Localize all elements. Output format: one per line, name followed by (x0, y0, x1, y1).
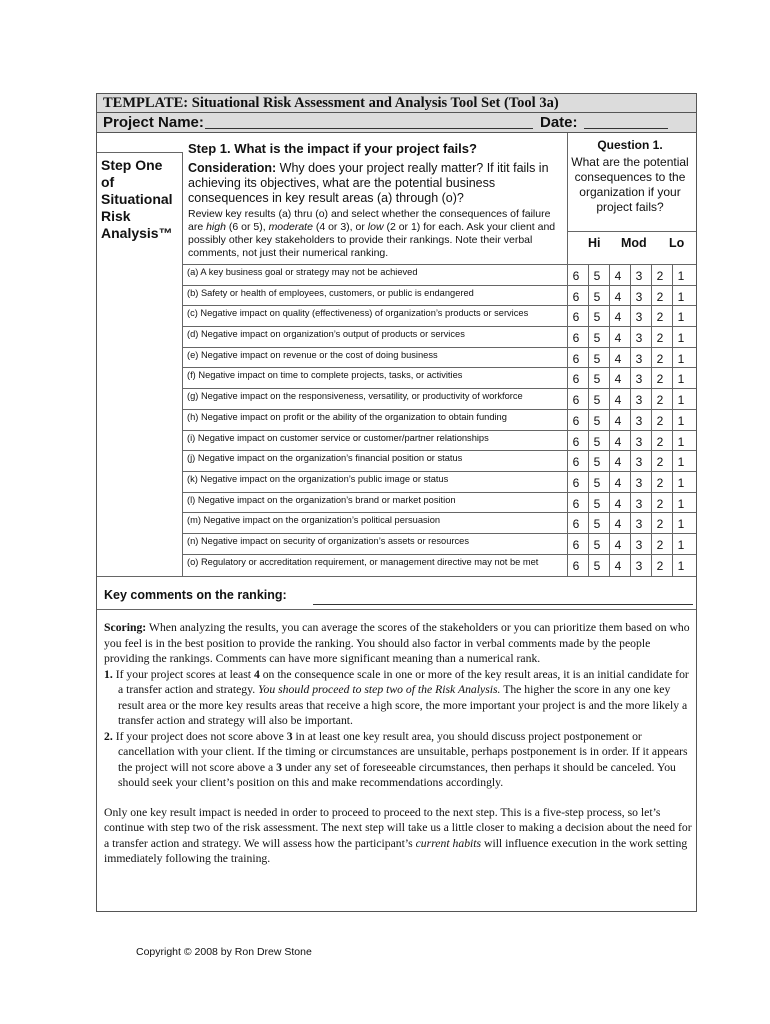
score-option-6[interactable]: 6 (572, 517, 580, 532)
score-option-1[interactable]: 1 (677, 517, 685, 532)
key-result-label: (j) Negative impact on the organization’s financial position or status (187, 453, 463, 464)
score-option-6[interactable]: 6 (572, 269, 580, 283)
key-result-label: (m) Negative impact on the organization’s political persuasion (187, 515, 441, 526)
score-option-2[interactable]: 2 (656, 434, 664, 449)
score-option-5[interactable]: 5 (593, 475, 601, 490)
mod-header: Mod (621, 236, 647, 250)
score-option-3[interactable]: 3 (635, 537, 643, 552)
key-result-label: (c) Negative impact on quality (effectiveness) of organization’s products or services (187, 308, 529, 319)
project-name-field[interactable] (205, 113, 533, 129)
closing-text: will influence execution in the work setting immediately following the training. (104, 836, 688, 865)
point-italic: You should proceed to step two of the Risk Analysis. (258, 683, 501, 696)
score-option-4[interactable]: 4 (614, 372, 622, 387)
score-option-4[interactable]: 4 (614, 496, 622, 511)
grid-line (97, 609, 696, 610)
score-option-4[interactable]: 4 (614, 434, 622, 449)
score-option-4[interactable]: 4 (614, 310, 622, 325)
score-option-6[interactable]: 6 (572, 455, 580, 470)
point-bold: 3 (286, 729, 293, 743)
key-result-row (183, 533, 696, 554)
scoring-label: Scoring: (104, 621, 147, 634)
key-result-row (183, 367, 696, 388)
score-option-4[interactable]: 4 (614, 351, 622, 366)
review-moderate: moderate (268, 221, 313, 233)
key-result-row (183, 492, 696, 513)
score-option-3[interactable]: 3 (635, 558, 643, 573)
score-option-6[interactable]: 6 (572, 558, 580, 573)
score-option-5[interactable]: 5 (593, 393, 601, 408)
score-option-1[interactable]: 1 (677, 372, 685, 387)
score-option-2[interactable]: 2 (656, 455, 664, 470)
point-bold: 3 (276, 760, 282, 774)
row-divider (183, 512, 696, 513)
score-option-3[interactable]: 3 (635, 331, 643, 346)
score-option-1[interactable]: 1 (677, 413, 685, 428)
point-bold: 4 (253, 667, 260, 681)
review-part: (4 or 3), or (312, 221, 368, 233)
point-number: 2. (104, 729, 113, 743)
key-result-label: (h) Negative impact on profit or the ability of the organization to obtain funding (187, 411, 507, 422)
score-option-1[interactable]: 1 (677, 558, 685, 573)
score-option-4[interactable]: 4 (614, 558, 622, 573)
grid-line (97, 152, 183, 153)
score-option-3[interactable]: 3 (635, 351, 643, 366)
score-option-3[interactable]: 3 (635, 475, 643, 490)
key-result-row (183, 554, 696, 575)
key-result-label: (o) Regulatory or accreditation requirement, or management directive may not be met (187, 556, 539, 567)
point-text: If your project scores at least (112, 667, 254, 681)
closing-italic: current habits (415, 836, 482, 850)
score-option-5[interactable]: 5 (593, 558, 601, 573)
score-option-1[interactable]: 1 (677, 475, 685, 490)
score-option-3[interactable]: 3 (635, 434, 643, 449)
score-option-2[interactable]: 2 (656, 331, 664, 346)
key-result-label: (i) Negative impact on customer service or customer/partner relationships (187, 432, 489, 443)
key-comments-label: Key comments on the ranking: (104, 588, 287, 602)
score-option-2[interactable]: 2 (656, 517, 664, 532)
key-result-row (183, 388, 696, 409)
grid-line (567, 231, 696, 232)
score-option-1[interactable]: 1 (677, 496, 685, 511)
form-title: TEMPLATE: Situational Risk Assessment and Analysis Tool Set (Tool 3a) (97, 94, 696, 113)
row-divider (183, 554, 696, 555)
point-text: on the consequence scale in one or more of the key result areas, it is an initial candidate for a transfer action and strategy. (118, 667, 689, 696)
score-option-3[interactable]: 3 (635, 517, 643, 532)
lo-header: Lo (669, 236, 685, 250)
score-option-4[interactable]: 4 (614, 289, 622, 304)
key-result-label: (d) Negative impact on organization’s output of products or services (187, 329, 465, 340)
copyright: Copyright © 2008 by Ron Drew Stone (136, 946, 312, 958)
question-text: What are the potential consequences to the organization if your project fails? (571, 155, 689, 214)
point-text: under any set of foreseeable circumstances, then perhaps it should be canceled. You should seek your client’s position on this and make recommendations accordingly. (118, 760, 676, 789)
question-1-block (563, 138, 697, 215)
key-result-label: (n) Negative impact on security of organization’s assets or resources (187, 535, 469, 546)
step-one-line: of (101, 174, 115, 190)
score-option-4[interactable]: 4 (614, 393, 622, 408)
date-field[interactable] (584, 113, 668, 129)
row-divider (183, 450, 696, 451)
risk-assessment-form (96, 93, 697, 912)
score-option-5[interactable]: 5 (593, 496, 601, 511)
score-option-6[interactable]: 6 (572, 434, 580, 449)
score-option-4[interactable]: 4 (614, 537, 622, 552)
key-result-row (183, 409, 696, 430)
key-result-row (183, 471, 696, 492)
key-result-row (183, 326, 696, 347)
score-option-3[interactable]: 3 (635, 310, 643, 325)
score-option-3[interactable]: 3 (635, 269, 643, 283)
review-part: (6 or 5), (225, 221, 269, 233)
score-option-5[interactable]: 5 (593, 413, 601, 428)
row-divider (183, 388, 696, 389)
score-option-1[interactable]: 1 (677, 331, 685, 346)
score-option-1[interactable]: 1 (677, 289, 685, 304)
key-result-label: (k) Negative impact on the organization’s public image or status (187, 473, 449, 484)
review-part: Review key results (a) thru (o) and select whether the consequences of failure are (188, 208, 551, 233)
score-option-4[interactable]: 4 (614, 331, 622, 346)
key-result-row (183, 450, 696, 471)
consideration-label: Consideration: (188, 161, 277, 175)
score-option-5[interactable]: 5 (593, 331, 601, 346)
review-low: low (367, 221, 384, 233)
date-label: Date: (540, 114, 578, 131)
score-option-1[interactable]: 1 (677, 434, 685, 449)
score-option-2[interactable]: 2 (656, 393, 664, 408)
score-option-3[interactable]: 3 (635, 413, 643, 428)
score-option-3[interactable]: 3 (635, 289, 643, 304)
step-one-line: Situational (101, 191, 173, 207)
key-comments-line[interactable] (313, 604, 693, 605)
row-divider (183, 409, 696, 410)
scoring-point-1 (104, 667, 692, 729)
score-option-5[interactable]: 5 (593, 289, 601, 304)
row-divider (183, 533, 696, 534)
point-text: The higher the score in any one key result area or the more key results areas that receive a high score, the more important your project is and the more likely a transfer action and strategy will also be important. (118, 683, 688, 727)
score-option-6[interactable]: 6 (572, 393, 580, 408)
score-option-1[interactable]: 1 (677, 269, 685, 283)
score-option-2[interactable]: 2 (656, 413, 664, 428)
key-result-label: (g) Negative impact on the responsiveness, versatility, or productivity of workforce (187, 391, 523, 402)
row-divider (183, 305, 696, 306)
scoring-closing (104, 805, 692, 867)
key-result-row (183, 347, 696, 368)
score-option-5[interactable]: 5 (593, 537, 601, 552)
score-option-6[interactable]: 6 (572, 289, 580, 304)
score-option-3[interactable]: 3 (635, 496, 643, 511)
key-result-label: (b) Safety or health of employees, customers, or public is endangered (187, 287, 474, 298)
point-text: in at least one key result area, you should discuss project postponement or cancellation with your client. If the timing or circumstances are unsuitable, perhaps postponement is in order. If it appears the project will not score above a (118, 729, 688, 774)
step-one-line: Risk (101, 208, 131, 224)
step-one-line: Step One (101, 157, 163, 173)
key-result-label: (f) Negative impact on time to complete projects, tasks, or activities (187, 370, 463, 381)
score-option-2[interactable]: 2 (656, 475, 664, 490)
score-option-5[interactable]: 5 (593, 269, 601, 283)
score-option-4[interactable]: 4 (614, 517, 622, 532)
scoring-intro (104, 620, 692, 667)
key-result-label: (a) A key business goal or strategy may not be achieved (187, 267, 418, 277)
score-option-3[interactable]: 3 (635, 372, 643, 387)
key-result-row (183, 430, 696, 451)
score-option-6[interactable]: 6 (572, 496, 580, 511)
score-option-2[interactable]: 2 (656, 496, 664, 511)
consideration-text (188, 161, 560, 206)
row-divider (183, 430, 696, 431)
score-option-4[interactable]: 4 (614, 455, 622, 470)
point-text: If your project does not score above (112, 729, 287, 743)
grid-line (97, 576, 696, 577)
score-option-3[interactable]: 3 (635, 393, 643, 408)
closing-text: Only one key result impact is needed in order to proceed to proceed to the next step. This is a five-step process, so let’s continue with step two of the risk assessment. The next step will take us a little closer to making a decision about the need for a transfer action and strategy. We will assess how the participant’s (104, 805, 692, 850)
score-option-4[interactable]: 4 (614, 413, 622, 428)
score-option-6[interactable]: 6 (572, 310, 580, 325)
score-option-5[interactable]: 5 (593, 517, 601, 532)
score-option-6[interactable]: 6 (572, 413, 580, 428)
score-option-1[interactable]: 1 (677, 351, 685, 366)
row-divider (183, 326, 696, 327)
scoring-intro-text: When analyzing the results, you can average the scores of the stakeholders or you can prioritize them based on who you feel is in the best position to provide the ranking. You should also factor in verbal comments made by the people providing the rankings. Comments can have more significant meaning than a numerical rank. (104, 621, 690, 665)
score-option-1[interactable]: 1 (677, 310, 685, 325)
row-divider (183, 492, 696, 493)
score-option-5[interactable]: 5 (593, 310, 601, 325)
step1-title: Step 1. What is the impact if your project fails? (188, 141, 477, 156)
key-result-row (183, 305, 696, 326)
score-option-6[interactable]: 6 (572, 351, 580, 366)
score-option-5[interactable]: 5 (593, 351, 601, 366)
row-divider (183, 471, 696, 472)
score-option-1[interactable]: 1 (677, 393, 685, 408)
scoring-point-2 (104, 729, 692, 791)
score-option-6[interactable]: 6 (572, 372, 580, 387)
key-result-rows (183, 264, 696, 574)
score-option-6[interactable]: 6 (572, 537, 580, 552)
score-option-2[interactable]: 2 (656, 310, 664, 325)
point-number: 1. (104, 667, 113, 681)
project-row (97, 113, 696, 133)
row-divider (183, 367, 696, 368)
score-option-2[interactable]: 2 (656, 558, 664, 573)
review-part: (2 or 1) for each. Ask your client and possibly other key stakeholders to provide their rankings. Note their verbal comments, not just their numerical ranking. (188, 221, 556, 259)
score-option-2[interactable]: 2 (656, 289, 664, 304)
score-option-5[interactable]: 5 (593, 455, 601, 470)
review-instructions (188, 208, 560, 260)
hi-header: Hi (588, 236, 601, 250)
score-option-1[interactable]: 1 (677, 455, 685, 470)
key-result-row (183, 264, 696, 285)
row-divider (183, 347, 696, 348)
key-result-label: (e) Negative impact on revenue or the cost of doing business (187, 349, 438, 360)
question-title: Question 1. (597, 138, 663, 152)
consideration-body: Why does your project really matter? If itit fails in achieving its objectives, what are the potential business consequences in key result areas (a) through (o)? (188, 161, 549, 205)
row-divider (183, 264, 696, 265)
key-result-row (183, 285, 696, 306)
key-result-row (183, 512, 696, 533)
step-one-label (101, 157, 181, 242)
score-option-4[interactable]: 4 (614, 475, 622, 490)
row-divider (183, 285, 696, 286)
score-option-5[interactable]: 5 (593, 372, 601, 387)
score-option-6[interactable]: 6 (572, 331, 580, 346)
review-high: high (206, 221, 226, 233)
score-option-2[interactable]: 2 (656, 372, 664, 387)
score-option-2[interactable]: 2 (656, 269, 664, 283)
score-option-3[interactable]: 3 (635, 455, 643, 470)
key-result-label: (l) Negative impact on the organization’s brand or market position (187, 494, 456, 505)
score-option-2[interactable]: 2 (656, 537, 664, 552)
project-name-label: Project Name: (103, 114, 204, 131)
scoring-section (104, 620, 692, 867)
score-option-2[interactable]: 2 (656, 351, 664, 366)
score-option-5[interactable]: 5 (593, 434, 601, 449)
score-option-1[interactable]: 1 (677, 537, 685, 552)
score-option-6[interactable]: 6 (572, 475, 580, 490)
score-option-4[interactable]: 4 (614, 269, 622, 283)
step-one-line: Analysis™ (101, 225, 173, 241)
